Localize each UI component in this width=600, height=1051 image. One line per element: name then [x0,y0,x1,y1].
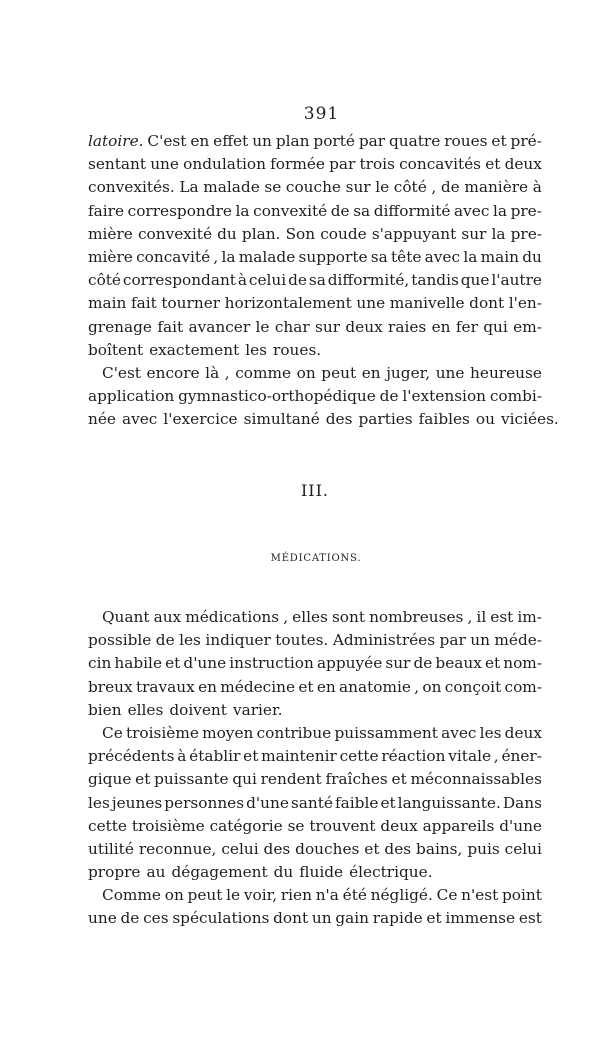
section-number: III. [300,481,330,500]
text-line: application gymnastico-orthopédique de l'extension combi- [88,387,542,406]
text-line: les jeunes personnes d'une santé faible et languissante. Dans [88,793,542,812]
text-line: née avec l'exercice simultané des parties faibles ou viciées. [88,410,559,429]
text-line: grenage fait avancer le char sur deux raies en fer qui em- [88,317,542,336]
page-number: 391 [303,104,340,124]
text-line: possible de les indiquer toutes. Administrées par un méde- [88,631,542,650]
text-line: propre au dégagement du fluide électrique. [88,863,433,882]
text-line: bien elles doivent varier. [88,700,283,719]
text-line: C'est encore là , comme on peut en juger, une heureuse [102,363,542,382]
text-line: faire correspondre la convexité de sa difformité avec la pre- [88,201,542,220]
text-line: cette troisième catégorie se trouvent deux appareils d'une [88,816,542,835]
text-line: gique et puissante qui rendent fraîches et méconnaissables [88,770,542,789]
text-line: mière convexité du plan. Son coude s'appuyant sur la pre- [88,224,542,243]
text-line: mière concavité , la malade supporte sa tête avec la main du [88,247,542,266]
text-line: boîtent exactement les roues. [88,340,322,359]
section-title: MÉDICATIONS. [270,553,362,564]
text-line: Comme on peut le voir, rien n'a été négligé. Ce n'est point [102,886,542,905]
paragraph-block-1 [88,130,559,431]
text-line: côté correspondant à celui de sa difformité, tandis que l'autre [88,271,542,290]
text-line: convexités. La malade se couche sur le côté , de manière à [88,178,542,197]
text-line: cin habile et d'une instruction appuyée sur de beaux et nom- [88,654,542,673]
text-line: Ce troisième moyen contribue puissamment avec les deux [102,723,542,742]
text-line: sentant une ondulation formée par trois concavités et deux [88,155,542,174]
paragraph-block-2 [88,606,542,931]
text-line: main fait tourner horizontalement une manivelle dont l'en- [88,294,542,313]
text-line: utilité reconnue, celui des douches et des bains, puis celui [88,839,542,858]
text-line: latoire. C'est en effet un plan porté par quatre roues et pré- [88,132,542,150]
text-line: Quant aux médications , elles sont nombreuses , il est im- [102,608,542,626]
text-line: breux travaux en médecine et en anatomie , on conçoit com- [88,677,542,696]
text-line: précédents à établir et maintenir cette réaction vitale , éner- [88,747,542,766]
text-line: une de ces spéculations dont un gain rapide et immense est [88,909,542,928]
